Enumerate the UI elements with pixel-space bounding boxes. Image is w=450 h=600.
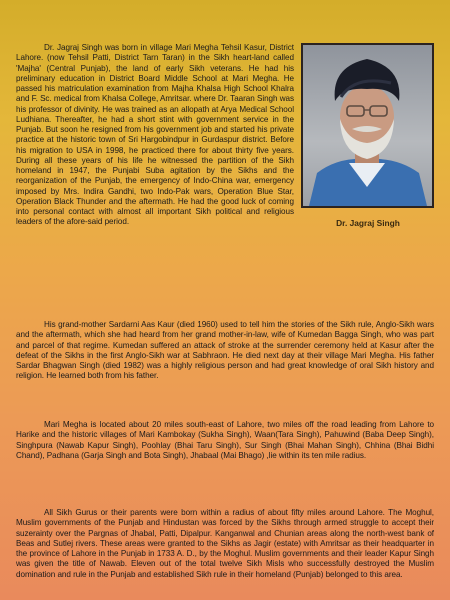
history-paragraph: All Sikh Gurus or their parents were born within a radius of about fifty miles around Lahore. The Moghul, Muslim governments of the Punjab and Hindustan was forced by the Sikhs through armed struggle to accept their suzerainty over the Pargnas of Jhabal, Patti, Dipalpur. Kanganwal and Chunian areas along the north-west bank of Beas and Sutlej rivers. These areas were granted to the Sikhs as Jagir (estate) with Amritsar as their headquarter in the province of Lahore in the Punjab in 1733 A. D., by the Moghul. Muslim governments and their leader Kapur Singh was given the title of Nawab. Eleven out of the total twelve Sikh Misls who successfully destroyed the Muslim domination and rule in the Punjab and established Sikh rule in their homeland (Punjab) belonged to this area. <box>16 508 434 579</box>
biography-paragraph-2: His grand-mother Sardarni Aas Kaur (died 1960) used to tell him the stories of the Sikh rule, Anglo-Sikh wars and the aftermath, which she had heard from her grand mother-in-law, wife of Kumedan Bagga Singh, who was part and parcel of that regime. Kumedan suffered an attack of stroke at the surrender ceremony held at Kasur after the defeat of the Sikhs in the first Anglo-Sikh war at Sabhraon. He died next day at their village Mari Megha. His father Sardar Bhagwan Singh (died 1982) was a highly religious person and had great knowledge of oral Sikh history and religion. He learned both from his father. <box>16 320 434 381</box>
portrait-photo-icon <box>303 45 432 206</box>
location-paragraph: Mari Megha is located about 20 miles south-east of Lahore, two miles off the road leading from Lahore to Harike and the historic villages of Mari Kambokay (Sukha Singh), Waan(Tara Singh), Pahuwind (Baba Deep Singh), Singhpura (Nawab Kapur Singh), Poohlay (Bhai Taru Singh), Sur Singh (Bhai Mahan Singh), Chhina (Bhai Bidhi Chand), Padhana (Garja Singh and Bota Singh), Jhabaal (Mai Bhago) ,lie within its ten mile radius. <box>16 420 434 460</box>
photo-caption: Dr. Jagraj Singh <box>336 218 400 228</box>
biography-paragraph-1: Dr. Jagraj Singh was born in village Mari Megha Tehsil Kasur, District Lahore. (now Tehsil Patti, District Tarn Taran) in the Sikh heart-land called 'Majha' (Central Punjab), the land of early Sikh veterans. He had his preliminary education in District Board Middle School at Mari Megha. He passed his matriculation examination from Majha Khalsa High School Khalra and F. Sc. medical from Khalsa College, Amritsar. where Dr. Taaran Singh was his professor of divinity. He was trained as an allopath at Arya Medical School Ludhiana. Thereafter, he had a short stint with government service in the Punjab. But soon he resigned from his government job and started his private practice at the historic town of Sri Hargobindpur in Gurdaspur district. Before his migration to USA in 1998, he practiced there for about thirty five years. During all these years of his life he witnessed the partition of the Sikh homeland in 1947, the Punjabi Suba agitation by the Sikhs and the reorganization of the Punjab, the emergency of Indo-China war, emergency imposed by Mrs. Indira Gandhi, two Indo-Pak wars, Operation Blue Star, Operation Black Thunder and the aftermath. He had the good luck of coming into personal contact with almost all important Sikh political and religious leaders of the afore-said period. <box>16 43 294 227</box>
author-photo <box>301 43 434 208</box>
